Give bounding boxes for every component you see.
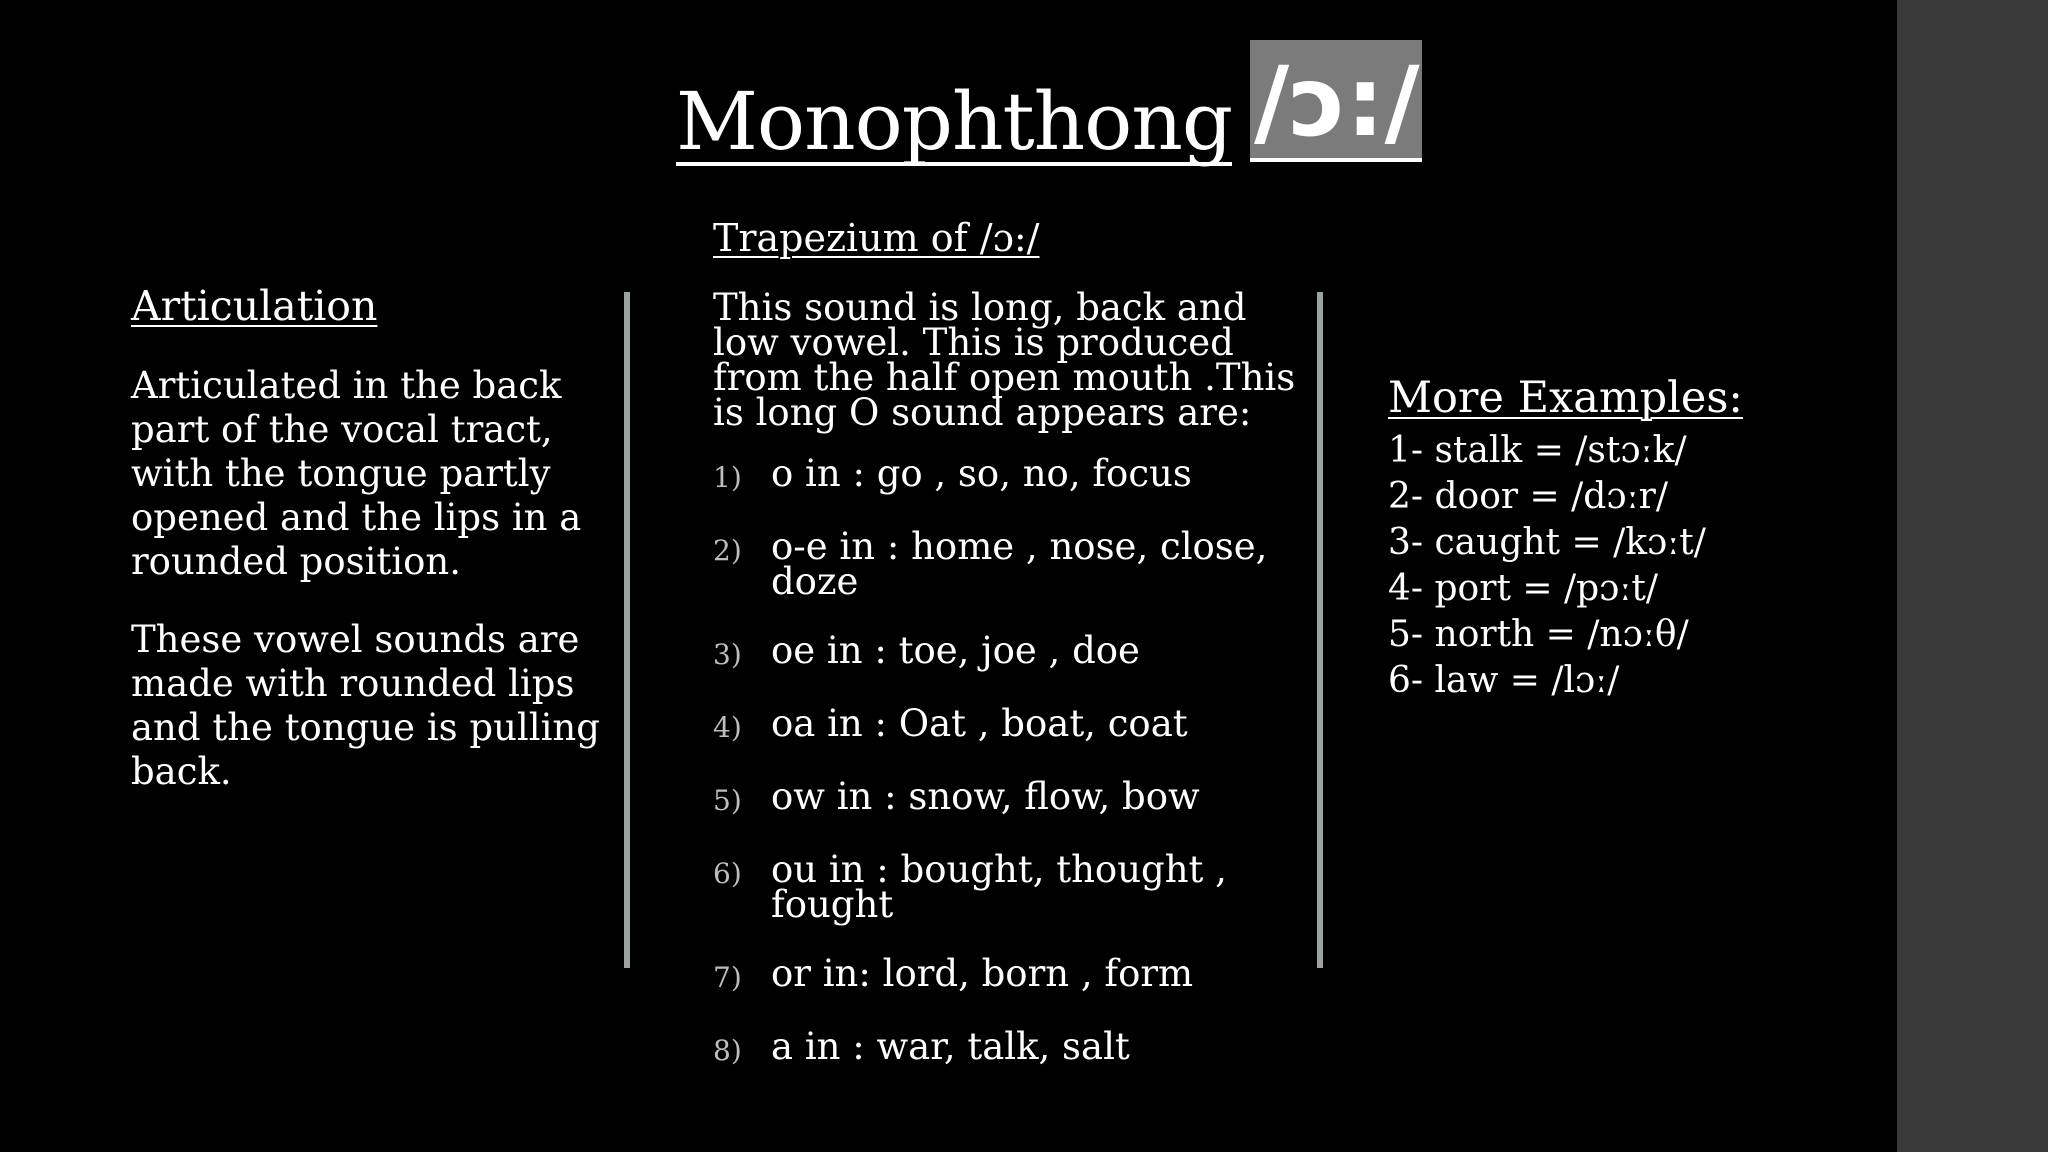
list-item-number: 3) [713,638,742,671]
articulation-heading: Articulation [131,282,378,330]
list-item-text: o in : go , so, no, focus [771,452,1192,495]
list-item [713,525,1313,603]
list-item-number: 1) [713,461,742,494]
list-item-number: 2) [713,534,742,567]
example-item: 6- law = /lɔː/ [1388,660,1620,701]
example-item: 3- caught = /kɔːt/ [1388,522,1706,563]
list-item-number: 5) [713,784,742,817]
more-examples-heading: More Examples: [1388,373,1743,423]
side-panel [1897,0,2048,1152]
trapezium-heading: Trapezium of /ɔ:/ [713,216,1040,260]
trapezium-intro: This sound is long, back and low vowel. This is produced from the half open mouth .This is long O sound appears are: [713,286,1296,434]
list-item-text: ow in : snow, flow, bow [771,775,1200,818]
list-item-number: 6) [713,857,742,890]
list-item-text: a in : war, talk, salt [771,1025,1130,1068]
list-item [713,452,1313,495]
spelling-list [713,452,1313,1102]
column-divider-right [1317,292,1323,968]
list-item-text: ou in : bought, thought , fought [771,848,1227,926]
list-item [713,629,1313,672]
examples-list [1388,428,1706,704]
articulation-paragraph-2: These vowel sounds are made with rounded lips and the tongue is pulling back. [131,618,600,793]
list-item-number: 4) [713,711,742,744]
list-item-text: oa in : Oat , boat, coat [771,702,1188,745]
example-item: 2- door = /dɔːr/ [1388,476,1668,517]
list-item-text: o-e in : home , nose, close, doze [771,525,1268,603]
slide-title [676,40,1422,180]
list-item [713,775,1313,818]
list-item-number: 8) [713,1034,742,1067]
example-item: 4- port = /pɔːt/ [1388,568,1659,609]
title-text: Monophthong [676,75,1233,168]
column-divider-left [624,292,630,968]
list-item-text: oe in : toe, joe , doe [771,629,1140,672]
list-item-number: 7) [713,961,742,994]
list-item [713,952,1313,995]
example-item: 5- north = /nɔːθ/ [1388,614,1689,655]
title-ipa-symbol: /ɔ:/ [1250,40,1421,162]
list-item [713,848,1313,926]
articulation-paragraph-1: Articulated in the back part of the vocal tract, with the tongue partly opened and the lips in a rounded position. [131,364,582,583]
list-item [713,702,1313,745]
example-item: 1- stalk = /stɔːk/ [1388,430,1687,471]
list-item-text: or in: lord, born , form [771,952,1194,995]
list-item [713,1025,1313,1068]
